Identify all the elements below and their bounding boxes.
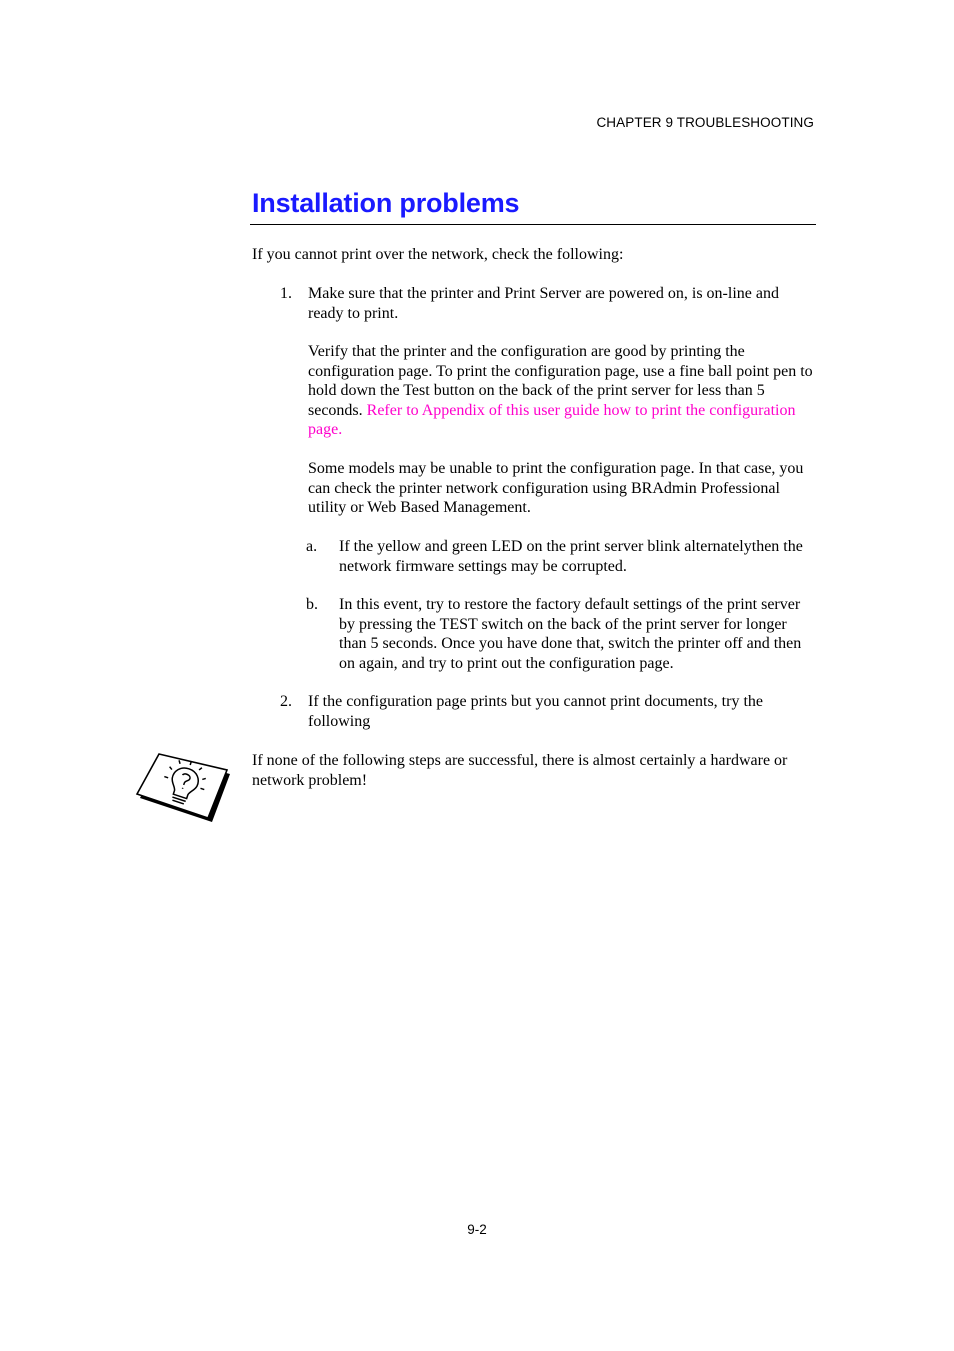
list-item-2-text: If the configuration page prints but you cannot print documents, try the following <box>308 693 763 730</box>
title-underline <box>250 224 816 225</box>
list-item-1-text: Make sure that the printer and Print Server are powered on, is on-line and ready to print. <box>308 285 779 322</box>
page-number: 9-2 <box>467 1222 487 1237</box>
lightbulb-note-icon <box>134 752 234 826</box>
running-header: CHAPTER 9 TROUBLESHOOTING <box>596 115 814 130</box>
list-item-1-marker: 1. <box>280 285 292 302</box>
sub-item-b-marker: b. <box>306 596 318 613</box>
section-title: Installation problems <box>252 188 520 218</box>
list-item-1-models-paragraph: Some models may be unable to print the configuration page. In that case, you can check the printer network configuration using BRAdmin Professional utility or Web Based Management. <box>308 460 804 516</box>
config-instructions: Verify that the printer and the configuration are good by printing the configuration page. To print the configuration page, use a fine ball point pen to hold down the Test button on the back of the print server for less than 5 seconds. <box>308 343 813 419</box>
list-item-2-marker: 2. <box>280 693 292 710</box>
intro-paragraph: If you cannot print over the network, check the following: <box>252 246 624 263</box>
appendix-reference-link[interactable]: Refer to Appendix of this user guide how to print the configuration page. <box>308 401 796 438</box>
sub-item-a-text: If the yellow and green LED on the print server blink alternatelythen the network firmware settings may be corrupted. <box>339 538 803 575</box>
note-text: If none of the following steps are successful, there is almost certainly a hardware or network problem! <box>252 752 788 789</box>
sub-item-a-marker: a. <box>306 538 318 555</box>
sub-item-b-text: In this event, try to restore the factory default settings of the print server by pressing the TEST switch on the back of the print server for longer than 5 seconds. Once you have done that, switch the printer off and then on again, and try to print out the configuration page. <box>339 596 802 672</box>
list-item-1-config-paragraph <box>308 342 818 440</box>
